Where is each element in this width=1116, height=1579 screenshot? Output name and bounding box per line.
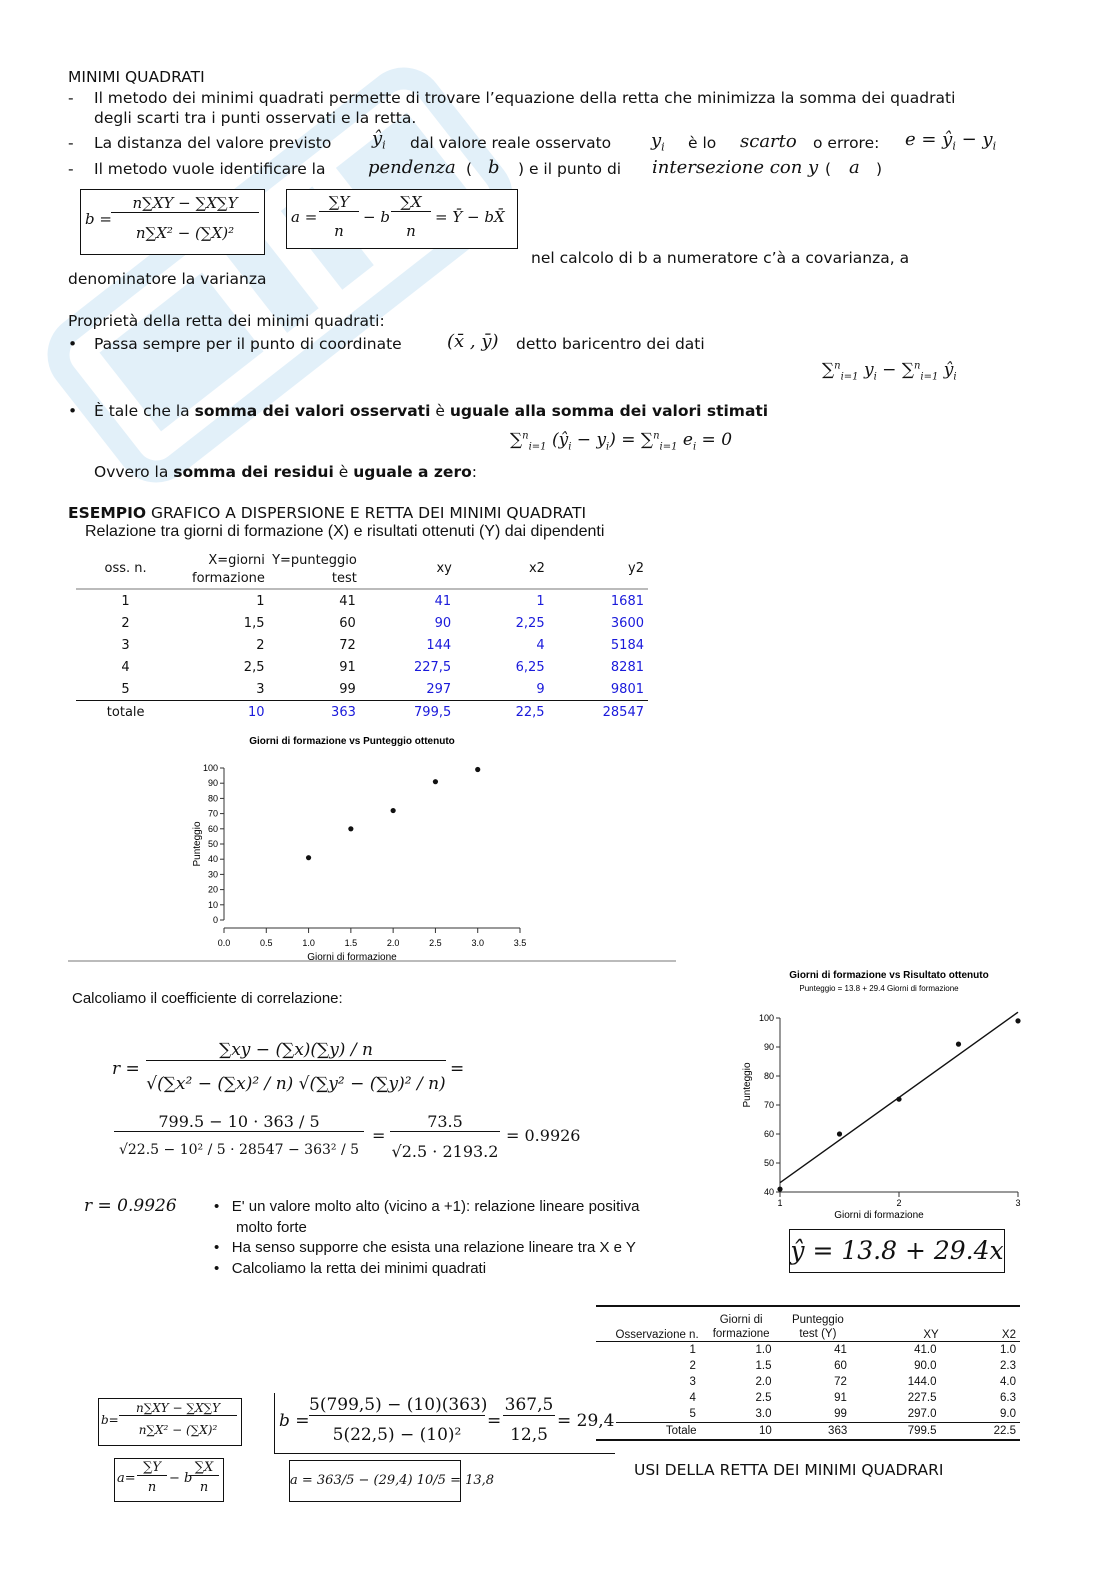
- y-tick-label: 40: [207, 854, 218, 865]
- y-tick-label: 80: [763, 1071, 774, 1081]
- chart-subtitle: Punteggio = 13.8 + 29.4 Giorni di formazione: [799, 984, 959, 993]
- table-total-row: Totale 10 363 799.5 22.5: [665, 1425, 1016, 1437]
- correlation-title: Calcoliamo il coefficiente di correlazione:: [72, 990, 343, 1007]
- chart-title: Giorni di formazione vs Punteggio ottenuto: [249, 736, 455, 747]
- r-formula: r = ∑xy − (∑x)(∑y) / n √(∑x² − (∑x)² / n) √(∑y² − (∑y)² / n) =: [112, 1040, 465, 1094]
- y-tick-label: 100: [202, 763, 218, 773]
- x-tick-label: 1: [777, 1198, 783, 1208]
- data-point: [777, 1187, 782, 1192]
- scarto-term: scarto: [740, 131, 797, 152]
- y-tick-label: 0: [212, 915, 218, 925]
- bullet-1-line1: Il metodo dei minimi quadrati permette di trovare l’equazione della retta che minimizza la somma dei quadrati: [94, 89, 956, 107]
- table-row: 3 2 72 144 4 5184: [121, 637, 644, 653]
- x-tick-label: 0.5: [260, 938, 273, 948]
- correlation-notes: • E' un valore molto alto (vicino a +1): relazione lineare positiva molto forte • Ha senso supporre che esista una relazione lineare tra X e Y • Calcoliamo la retta dei minimi quadrati: [214, 1198, 640, 1277]
- table-header: x2: [528, 560, 545, 576]
- data-point: [306, 855, 311, 860]
- y-symbol: $y_i$: [651, 130, 665, 154]
- formula-note-line1: nel calcolo di b a numeratore c’à a covarianza, a: [531, 249, 910, 267]
- property-1-text2: detto baricentro dei dati: [516, 335, 705, 353]
- table-row: 1 1.0 41 41.0 1.0: [689, 1344, 1016, 1356]
- b-formula-box: b = n∑XY − ∑X∑Y n∑X² − (∑X)²: [80, 189, 265, 255]
- x-tick-label: 3.5: [513, 938, 527, 948]
- bullet-3-text: ) e il punto di: [518, 160, 622, 178]
- x-tick-label: 2: [896, 1198, 902, 1208]
- y-tick-label: 70: [207, 808, 218, 819]
- table-header: XY: [923, 1329, 939, 1341]
- a-formula-box: a = ∑Y n − b ∑X n = Ȳ − bX̄: [286, 189, 518, 249]
- table-row: 4 2,5 91 227,5 6,25 8281: [121, 659, 644, 675]
- bullet-dot: •: [68, 402, 78, 420]
- sum-obs-formula: ∑$^n_{i=1}$ $y_i - \sum^n_{i=1}$ $ŷ_i$: [822, 360, 957, 383]
- x-tick-label: 2.0: [386, 938, 400, 948]
- note-1b: molto forte: [236, 1218, 307, 1236]
- paren: (: [466, 160, 473, 178]
- data-point: [1015, 1018, 1020, 1023]
- table-header: Punteggio test (Y): [791, 1314, 844, 1340]
- x-tick-label: 3.0: [471, 938, 484, 948]
- y-tick-label: 60: [763, 1129, 774, 1139]
- x-axis-label: Giorni di formazione: [307, 952, 397, 962]
- chart-title: Giorni di formazione vs Risultato ottenuto: [789, 970, 989, 981]
- example-title: ESEMPIO GRAFICO A DISPERSIONE E RETTA DEI MINIMI QUADRATI: [68, 504, 587, 522]
- table-header: oss. n.: [104, 560, 147, 576]
- table-row: 1 1 41 41 1 1681: [121, 593, 644, 609]
- data-point: [348, 826, 353, 831]
- table-header: Giorni di formazione: [712, 1314, 770, 1340]
- bullet-2-text: o errore:: [813, 134, 880, 152]
- y-tick-label: 50: [763, 1158, 774, 1168]
- a-calculation: a = 363/5 − (29,4) 10/5 = 13,8: [289, 1460, 461, 1502]
- regression-equation: ŷ = 13.8 + 29.4x: [789, 1229, 1005, 1273]
- bullet-dot: •: [68, 335, 78, 353]
- dash-bullet: -: [68, 160, 74, 178]
- intersezione-term: intersezione con y: [652, 157, 819, 178]
- paren: (: [825, 160, 832, 178]
- x-tick-label: 1.5: [344, 938, 358, 948]
- example-table: [76, 548, 648, 723]
- table-row: 5 3 99 297 9 9801: [121, 681, 644, 697]
- regression-chart: [738, 966, 1030, 1224]
- y-axis-label: Punteggio: [742, 1062, 753, 1108]
- property-3-text: Ovvero la somma dei residui è uguale a zero:: [94, 463, 477, 481]
- error-formula: $e = ŷ_i - y_i$: [905, 129, 997, 153]
- baricentro-coords: (x̄ , ȳ): [447, 331, 499, 352]
- bullet-1-line2: degli scarti tra i punti osservati e la retta.: [94, 109, 417, 127]
- r-calculation: 799.5 − 10 · 363 / 5 √22.5 − 10² / 5 · 28547 − 363² / 5 = 73.5 √2.5 · 2193.2 = 0.9926: [114, 1112, 584, 1168]
- x-tick-label: 2.5: [429, 938, 442, 948]
- data-point: [391, 808, 396, 813]
- bullet-3-text: Il metodo vuole identificare la: [94, 160, 326, 178]
- table-header: y2: [628, 560, 644, 576]
- y-tick-label: 100: [758, 1013, 774, 1023]
- y-tick-label: 60: [207, 823, 218, 834]
- y-tick-label: 20: [207, 884, 218, 895]
- y-tick-label: 40: [763, 1187, 774, 1197]
- property-2-text: È tale che la somma dei valori osservati è uguale alla somma dei valori stimati: [94, 402, 769, 420]
- y-tick-label: 80: [207, 793, 218, 804]
- b-symbol: b: [488, 157, 500, 178]
- second-table: [596, 1305, 1020, 1441]
- r-value: r = 0.9926: [84, 1196, 177, 1216]
- footer-heading: USI DELLA RETTA DEI MINIMI QUADRARI: [634, 1461, 944, 1479]
- table-header: X=giorni formazione: [192, 553, 265, 586]
- table-row: 2 1,5 60 90 2,25 3600: [121, 615, 644, 631]
- note-1: E' un valore molto alto (vicino a +1): relazione lineare positiva: [231, 1198, 640, 1215]
- example-subtitle: Relazione tra giorni di formazione (X) e risultati ottenuti (Y) dai dipendenti: [85, 523, 605, 540]
- note-2: Ha senso supporre che esista una relazione lineare tra X e Y: [231, 1239, 636, 1256]
- x-tick-label: 3: [1015, 1198, 1021, 1208]
- y-axis-label: Punteggio: [192, 821, 203, 867]
- data-point: [956, 1042, 961, 1047]
- residui-formula: ∑$^n_{i=1}$ $(ŷ_i - y_i) = \sum^n_{i=1}$ $e_i = 0$: [510, 430, 733, 453]
- divider: [68, 960, 676, 962]
- table-header: Osservazione n.: [615, 1329, 699, 1341]
- paren: ): [876, 160, 883, 178]
- dash-bullet: -: [68, 134, 74, 152]
- a-symbol: a: [849, 157, 860, 178]
- y-tick-label: 70: [763, 1100, 774, 1110]
- bullet-2-text: dal valore reale osservato: [410, 134, 612, 152]
- properties-title: Proprietà della retta dei minimi quadrati:: [68, 312, 385, 330]
- table-total-row: totale 10 363 799,5 22,5 28547: [106, 704, 644, 720]
- page-title: MINIMI QUADRATI: [68, 68, 205, 86]
- y-hat-symbol: $ŷ_i$: [372, 128, 386, 152]
- table-header: X2: [1001, 1329, 1016, 1341]
- x-axis-label: Giorni di formazione: [834, 1210, 924, 1221]
- table-row: 2 1.5 60 90.0 2.3: [689, 1360, 1016, 1372]
- table-row: 5 3.0 99 297.0 9.0: [689, 1408, 1016, 1420]
- x-tick-label: 1.0: [302, 938, 315, 948]
- x-tick-label: 0.0: [217, 938, 231, 948]
- b-formula-small: b= n∑XY − ∑X∑Y n∑X² − (∑X)²: [98, 1398, 242, 1446]
- b-calculation: b = 5(799,5) − (10)(363) 5(22,5) − (10)² = 367,5 12,5 = 29,4: [274, 1393, 615, 1454]
- y-tick-label: 30: [207, 869, 218, 880]
- bullet-2-text: La distanza del valore previsto: [94, 134, 332, 152]
- data-point: [433, 779, 438, 784]
- property-1-text: Passa sempre per il punto di coordinate: [94, 335, 402, 353]
- pendenza-term: pendenza: [368, 157, 456, 178]
- data-point: [837, 1131, 842, 1136]
- table-header: Y=punteggio test: [272, 553, 357, 586]
- table-row: 3 2.0 72 144.0 4.0: [689, 1376, 1016, 1388]
- bullet-2-text: è lo: [688, 134, 717, 152]
- y-tick-label: 90: [207, 778, 218, 789]
- a-formula-small: a= ∑Y n − b ∑X n: [114, 1458, 224, 1502]
- table-header: xy: [436, 560, 452, 576]
- y-tick-label: 90: [763, 1042, 774, 1052]
- formula-note-line2: denominatore la varianza: [68, 270, 267, 288]
- scatter-chart-1: [180, 730, 540, 962]
- table-row: 4 2.5 91 227.5 6.3: [689, 1392, 1016, 1404]
- data-point: [896, 1097, 901, 1102]
- note-3: Calcoliamo la retta dei minimi quadrati: [231, 1259, 487, 1277]
- data-point: [475, 767, 480, 772]
- y-tick-label: 50: [207, 839, 218, 849]
- y-tick-label: 10: [207, 899, 218, 910]
- dash-bullet: -: [68, 89, 74, 107]
